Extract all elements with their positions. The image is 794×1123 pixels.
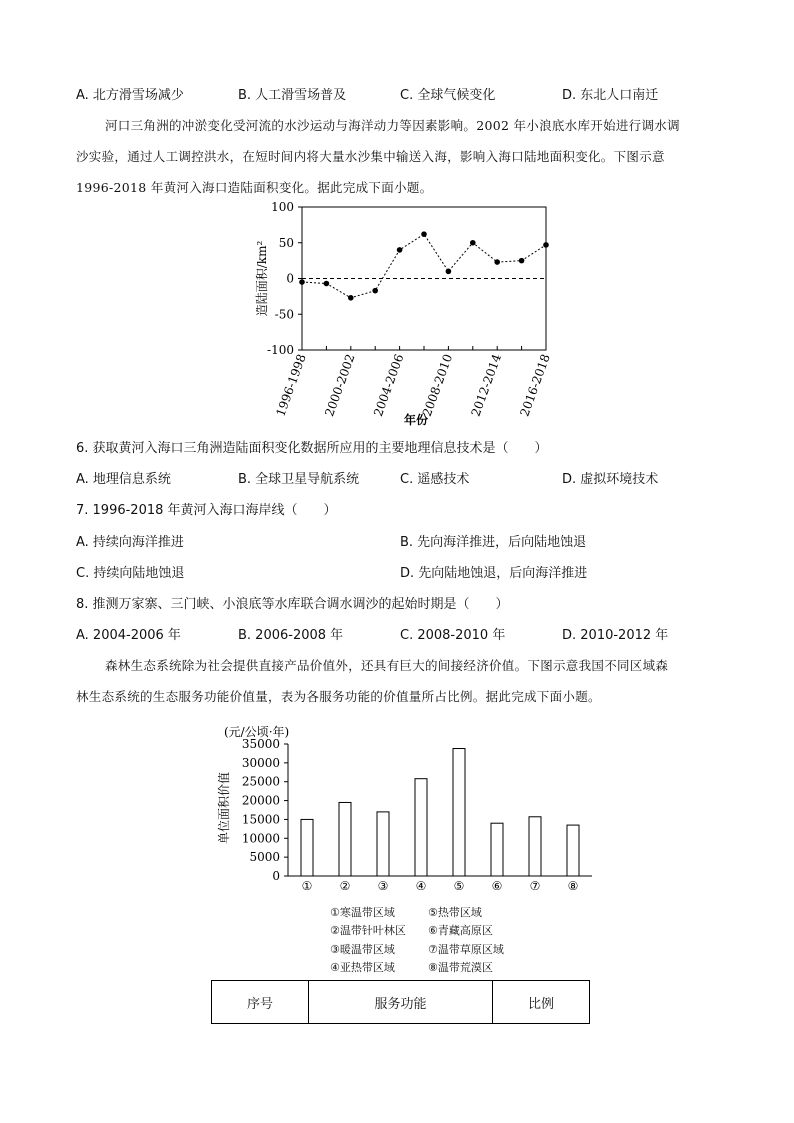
- unit-label: (元/公顷·年): [224, 725, 290, 739]
- q6-option-a: A. 地理信息系统: [76, 472, 171, 487]
- x-tick-label: 2000-2002: [322, 352, 358, 419]
- x-tick-label: 1996-1998: [273, 352, 309, 419]
- data-point: [421, 231, 427, 237]
- passage1-line-1: 河口三角洲的冲淤变化受河流的水沙运动与海洋动力等因素影响。2002 年小浪底水库开始进行调水调: [105, 118, 680, 133]
- bar: [301, 819, 313, 876]
- bar: [453, 749, 465, 876]
- table-header-cell: 序号: [212, 981, 309, 1024]
- q8-stem: 8. 推测万家寨、三门峡、小浪底等水库联合调水调沙的起始时期是（ ）: [76, 597, 509, 612]
- q8-option-c: C. 2008-2010 年: [400, 628, 506, 643]
- y-tick-label: 10000: [241, 831, 280, 846]
- x-tick-label: ⑥: [491, 879, 503, 890]
- y-axis-label: 单位面积价值: [217, 771, 231, 845]
- q7-stem: 7. 1996-2018 年黄河入海口海岸线（ ）: [76, 503, 337, 518]
- x-tick-label: ②: [339, 879, 351, 890]
- x-tick-label: 2016-2018: [517, 352, 553, 419]
- x-tick-label: 2004-2006: [370, 352, 407, 419]
- y-tick-label: 15000: [241, 812, 280, 827]
- data-point: [299, 279, 305, 285]
- y-axis-label: 造陆面积/km²: [255, 240, 269, 317]
- table-header-cell: 比例: [492, 981, 589, 1024]
- y-tick-label: 5000: [249, 850, 280, 865]
- data-point: [372, 288, 378, 294]
- table-header-cell: 服务功能: [309, 981, 493, 1024]
- bar: [415, 779, 427, 876]
- bar: [529, 817, 541, 876]
- x-tick-label: ④: [415, 879, 427, 890]
- x-axis-label: 年份: [403, 413, 429, 427]
- legend-item-2: ②温带针叶林区: [330, 924, 406, 937]
- q7-option-c: C. 持续向陆地蚀退: [76, 566, 185, 581]
- q5-option-d: D. 东北人口南迁: [562, 88, 659, 103]
- q8-option-b: B. 2006-2008 年: [238, 628, 344, 643]
- legend-item-7: ⑦温带草原区域: [428, 943, 504, 956]
- x-tick-label: ⑦: [529, 879, 541, 890]
- x-tick-label: ⑧: [567, 879, 579, 890]
- y-tick-label: -100: [267, 343, 294, 357]
- table-header-row: [212, 981, 590, 1024]
- y-tick-label: 0: [272, 869, 280, 883]
- y-tick-label: 25000: [241, 774, 280, 789]
- x-tick-label: ①: [301, 879, 313, 890]
- y-tick-label: 0: [286, 271, 294, 286]
- legend-item-6: ⑥青藏高原区: [428, 924, 493, 937]
- bar: [377, 812, 389, 876]
- q5-option-c: C. 全球气候变化: [400, 88, 496, 103]
- q6-option-b: B. 全球卫星导航系统: [238, 472, 360, 487]
- legend-item-5: ⑤热带区域: [428, 906, 482, 919]
- legend-item-4: ④亚热带区域: [330, 961, 395, 974]
- data-point: [397, 247, 403, 253]
- bar: [567, 825, 579, 876]
- y-tick-label: -50: [274, 307, 294, 322]
- y-tick-label: 35000: [241, 737, 280, 751]
- q8-option-a: A. 2004-2006 年: [76, 628, 181, 643]
- y-tick-label: 50: [278, 235, 294, 250]
- data-point: [470, 240, 476, 246]
- data-point: [519, 258, 525, 264]
- legend-item-1: ①寒温带区域: [330, 906, 395, 919]
- q6-option-c: C. 遥感技术: [400, 472, 470, 487]
- passage2-line-1: 森林生态系统除为社会提供直接产品价值外，还具有巨大的间接经济价值。下图示意我国不同区域森: [105, 658, 669, 673]
- data-point: [324, 281, 330, 287]
- forest-value-bar-chart: [212, 720, 602, 890]
- data-point: [494, 259, 500, 265]
- q7-option-a: A. 持续向海洋推进: [76, 535, 184, 550]
- passage2-line-2: 林生态系统的生态服务功能价值量，表为各服务功能的价值量所占比例。据此完成下面小题。: [76, 689, 601, 704]
- legend-item-8: ⑧温带荒漠区: [428, 961, 493, 974]
- y-tick-label: 20000: [241, 793, 280, 808]
- data-line: [302, 234, 546, 298]
- x-tick-label: ③: [377, 879, 389, 890]
- x-tick-label: ⑤: [453, 879, 465, 890]
- y-tick-label: 30000: [241, 755, 280, 770]
- data-point: [446, 269, 452, 275]
- data-point: [348, 295, 354, 301]
- q8-option-d: D. 2010-2012 年: [562, 628, 669, 643]
- passage1-line-3: 1996-2018 年黄河入海口造陆面积变化。据此完成下面小题。: [76, 180, 433, 195]
- q5-option-b: B. 人工滑雪场普及: [238, 88, 347, 103]
- service-ratio-table: [211, 980, 590, 1024]
- x-tick-label: 2012-2014: [468, 352, 505, 419]
- land-area-line-chart: [240, 196, 570, 432]
- q7-option-d: D. 先向陆地蚀退，后向海洋推进: [400, 566, 588, 581]
- passage1-line-2: 沙实验，通过人工调控洪水，在短时间内将大量水沙集中输送入海，影响入海口陆地面积变化。下图示意: [76, 149, 665, 164]
- q5-option-a: A. 北方滑雪场减少: [76, 88, 184, 103]
- bar: [339, 802, 351, 876]
- x-tick-label: 2008-2010: [419, 352, 456, 419]
- q6-option-d: D. 虚拟环境技术: [562, 472, 659, 487]
- q7-option-b: B. 先向海洋推进，后向陆地蚀退: [400, 535, 587, 550]
- legend-item-3: ③暖温带区域: [330, 943, 395, 956]
- y-tick-label: 100: [271, 200, 294, 214]
- q6-stem: 6. 获取黄河入海口三角洲造陆面积变化数据所应用的主要地理信息技术是（ ）: [76, 441, 548, 456]
- bar: [491, 823, 503, 876]
- data-point: [543, 242, 549, 248]
